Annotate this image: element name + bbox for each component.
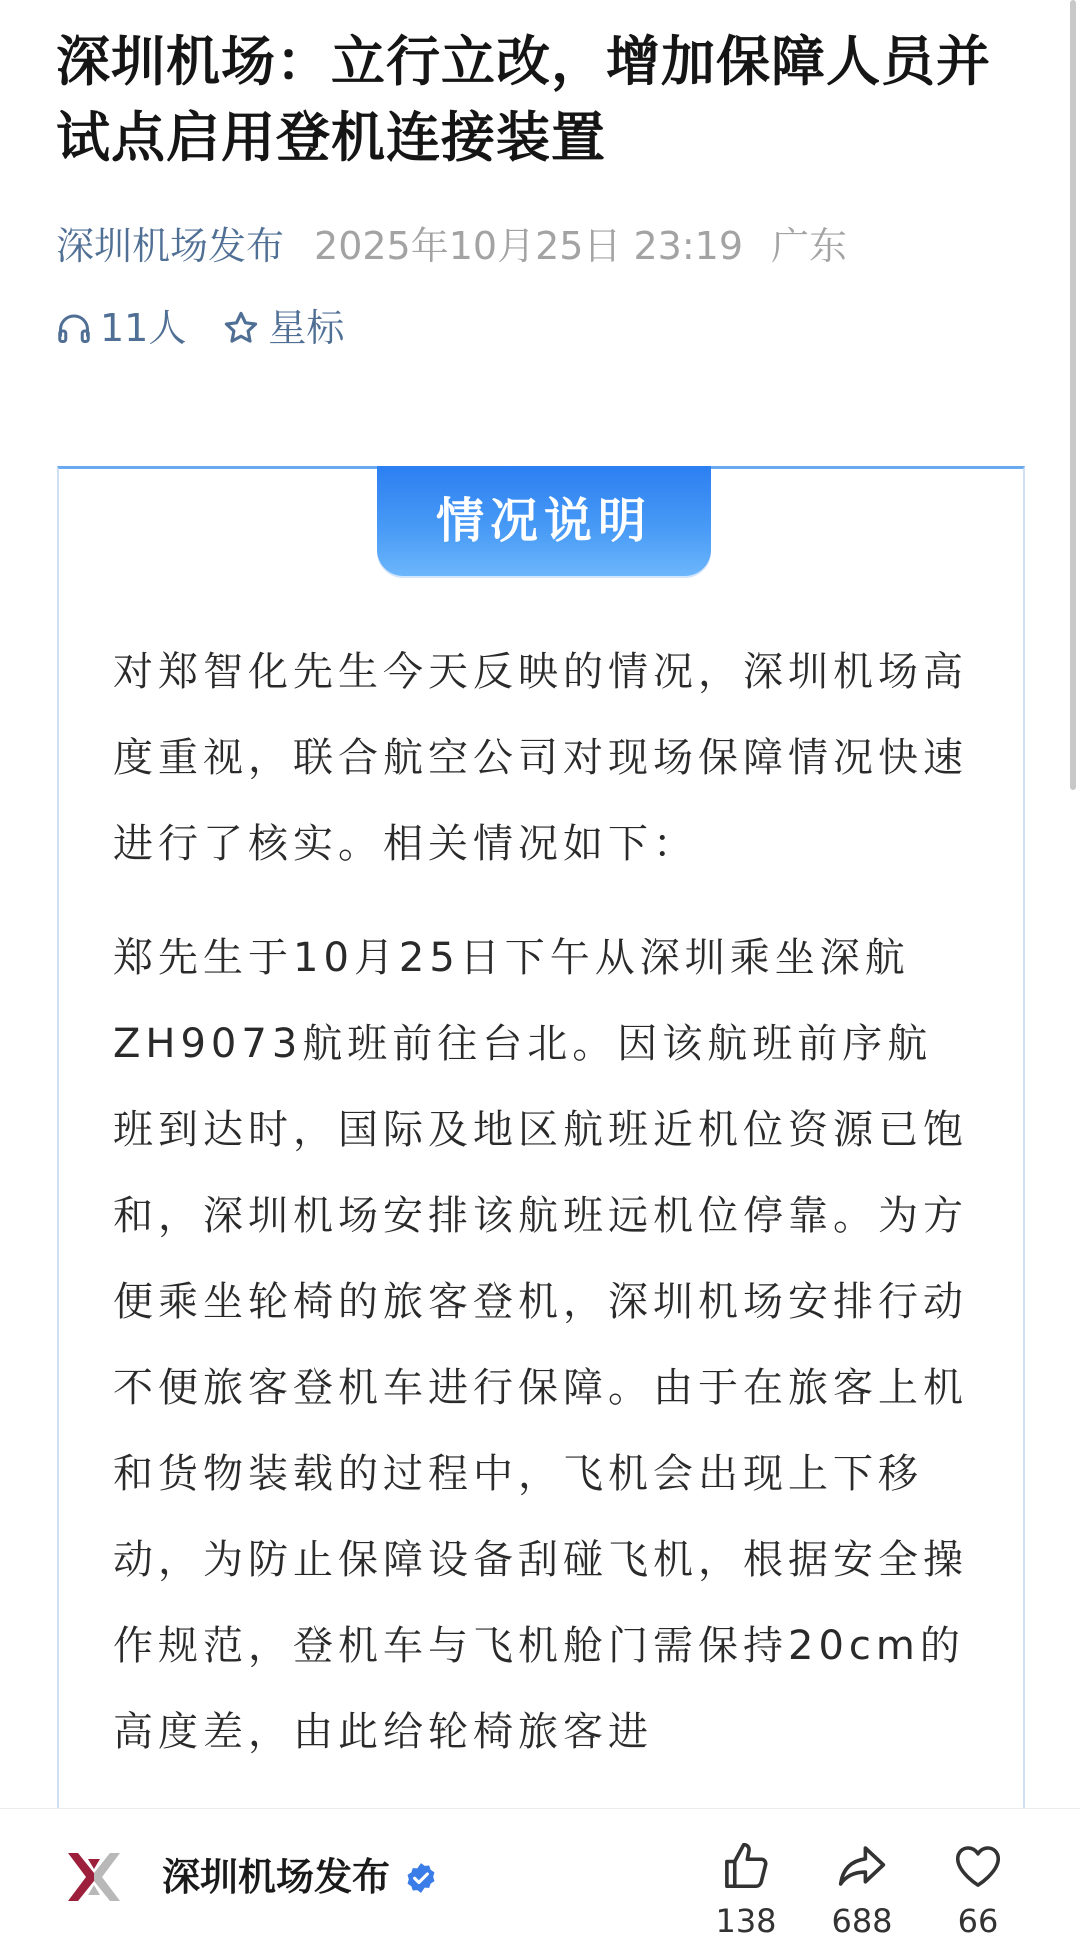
listen-count[interactable] bbox=[56, 300, 186, 356]
article-title: 深圳机场：立行立改，增加保障人员并试点启用登机连接装置 bbox=[56, 30, 991, 169]
publish-date: 2025年10月25日 23:19 bbox=[314, 224, 744, 268]
article-meta bbox=[56, 218, 847, 274]
statement-paragraph: 郑先生于10月25日下午从深圳乘坐深航ZH9073航班前往台北。因该航班前序航班到达时，国际及地区航班近机位资源已饱和，深圳机场安排该航班远机位停靠。为方便乘坐轮椅的旅客登机，深圳机场安排行动不便旅客登机车进行保障。由于在旅客上机和货物装载的过程中，飞机会出现上下移动，为防止保障设备刮碰飞机，根据安全操作规范，登机车与飞机舱门需保持20cm的高度差，由此给轮椅旅客进 bbox=[113, 935, 968, 1755]
shenzhen-airport-logo-icon[interactable] bbox=[62, 1845, 126, 1909]
headphones-icon bbox=[56, 310, 92, 346]
like-button[interactable] bbox=[696, 1839, 796, 1941]
favorite-button[interactable] bbox=[928, 1839, 1028, 1941]
share-button[interactable] bbox=[812, 1839, 912, 1941]
verified-badge-icon bbox=[404, 1861, 438, 1895]
share-count: 688 bbox=[831, 1902, 893, 1940]
like-count: 138 bbox=[715, 1902, 777, 1940]
star-icon bbox=[222, 309, 260, 347]
source-link[interactable]: 深圳机场发布 bbox=[56, 224, 285, 268]
scrollbar[interactable] bbox=[1070, 0, 1076, 790]
statement-body bbox=[113, 629, 973, 1803]
account-name[interactable]: 深圳机场发布 bbox=[162, 1855, 391, 1899]
star-button[interactable] bbox=[222, 300, 344, 356]
star-label: 星标 bbox=[268, 306, 345, 350]
article-stats bbox=[56, 300, 380, 356]
statement-paragraph: 对郑智化先生今天反映的情况，深圳机场高度重视，联合航空公司对现场保障情况快速进行了核实。相关情况如下： bbox=[113, 649, 968, 867]
statement-badge: 情况说明 bbox=[377, 466, 711, 576]
heart-icon bbox=[951, 1839, 1005, 1893]
listen-count-label: 11人 bbox=[100, 306, 187, 350]
share-arrow-icon bbox=[835, 1839, 889, 1893]
publish-region: 广东 bbox=[771, 224, 848, 268]
thumbs-up-icon bbox=[719, 1839, 773, 1893]
favorite-count: 66 bbox=[957, 1902, 999, 1940]
statement-card bbox=[57, 466, 1025, 1954]
bottom-action-bar bbox=[0, 1808, 1080, 1954]
